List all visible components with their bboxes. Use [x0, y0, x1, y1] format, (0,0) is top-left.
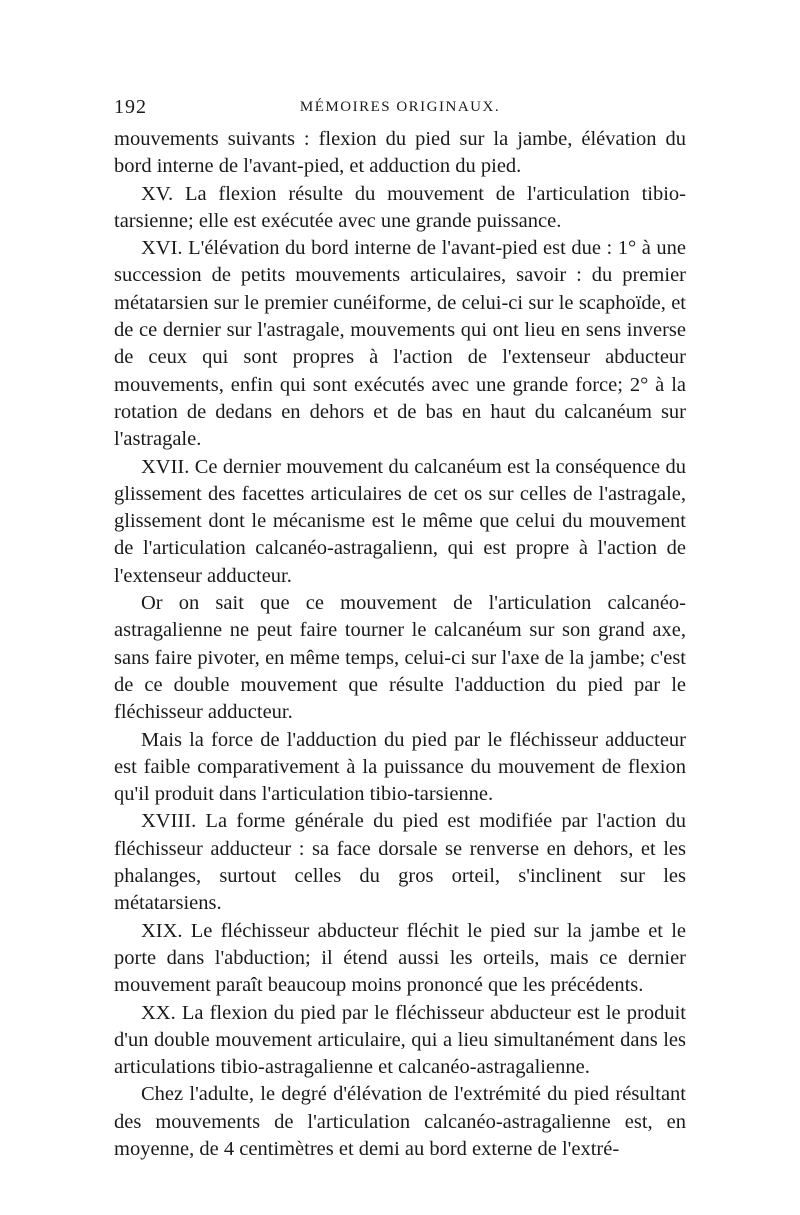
paragraph-xx: XX. La flexion du pied par le fléchisseur abducteur est le produit d'un double mouvement articulaire, qui a lieu simultanément dans les articulations tibio-astragalienne et calcanéo-astragalienne.: [114, 1001, 686, 1079]
body-text: [114, 126, 686, 1163]
paragraph-xvii: XVII. Ce dernier mouvement du calcanéum est la conséquence du glissement des facettes articulaires de cet os sur celles de l'astragale, glissement dont le mécanisme est le même que celui du mouvement de l'articulation calcanéo-astragalienn, qui est propre à l'action de l'extenseur adducteur.: [114, 455, 686, 587]
paragraph-continuation: mouvements suivants : flexion du pied sur la jambe, élévation du bord interne de l'avant-pied, et adduction du pied.: [114, 128, 686, 178]
paragraph-chez-l-adulte: Chez l'adulte, le degré d'élévation de l'extrémité du pied résultant des mouvements de l'articulation calcanéo-astragalienne est, en moyenne, de 4 centimètres et demi au bord externe de l'extré-: [114, 1083, 686, 1160]
paragraph-xix: XIX. Le fléchisseur abducteur fléchit le pied sur la jambe et le porte dans l'abduction; il étend aussi les orteils, mais ce dernier mouvement paraît beaucoup moins prononcé que les précédents.: [114, 919, 686, 997]
paragraph-xv: XV. La flexion résulte du mouvement de l'articulation tibio-tarsienne; elle est exécutée avec une grande puissance.: [114, 182, 686, 232]
page-number: 192: [114, 96, 147, 118]
document-page: [114, 96, 686, 1163]
paragraph-mais-la-force: Mais la force de l'adduction du pied par le fléchisseur adducteur est faible comparativement à la puissance du mouvement de flexion qu'il produit dans l'articulation tibio-tarsienne.: [114, 728, 686, 806]
page-header: [114, 96, 686, 122]
running-title: MÉMOIRES ORIGINAUX.: [299, 99, 501, 115]
paragraph-or-on-sait: Or on sait que ce mouvement de l'articulation calcanéo-astragalienne ne peut faire tourner le calcanéum sur son grand axe, sans faire pivoter, en même temps, celui-ci sur l'axe de la jambe; c'est de ce double mouvement que résulte l'adduction du pied par le fléchisseur adducteur.: [114, 592, 686, 724]
paragraph-xvi: XVI. L'élévation du bord interne de l'avant-pied est due : 1° à une succession de petits mouvements articulaires, savoir : du premier métatarsien sur le premier cunéiforme, de celui-ci sur le scaphoïde, et de ce dernier sur l'astragale, mouvements qui ont lieu en sens inverse de ceux qui sont propres à l'action de l'extenseur abducteur mouvements, enfin qui sont exécutés avec une grande force; 2° à la rotation de dedans en dehors et de bas en haut du calcanéum sur l'astragale.: [114, 237, 686, 451]
paragraph-xviii: XVIII. La forme générale du pied est modifiée par l'action du fléchisseur adducteur : sa face dorsale se renverse en dehors, et les phalanges, surtout celles du gros orteil, s'inclinent sur les métatarsiens.: [114, 810, 686, 915]
